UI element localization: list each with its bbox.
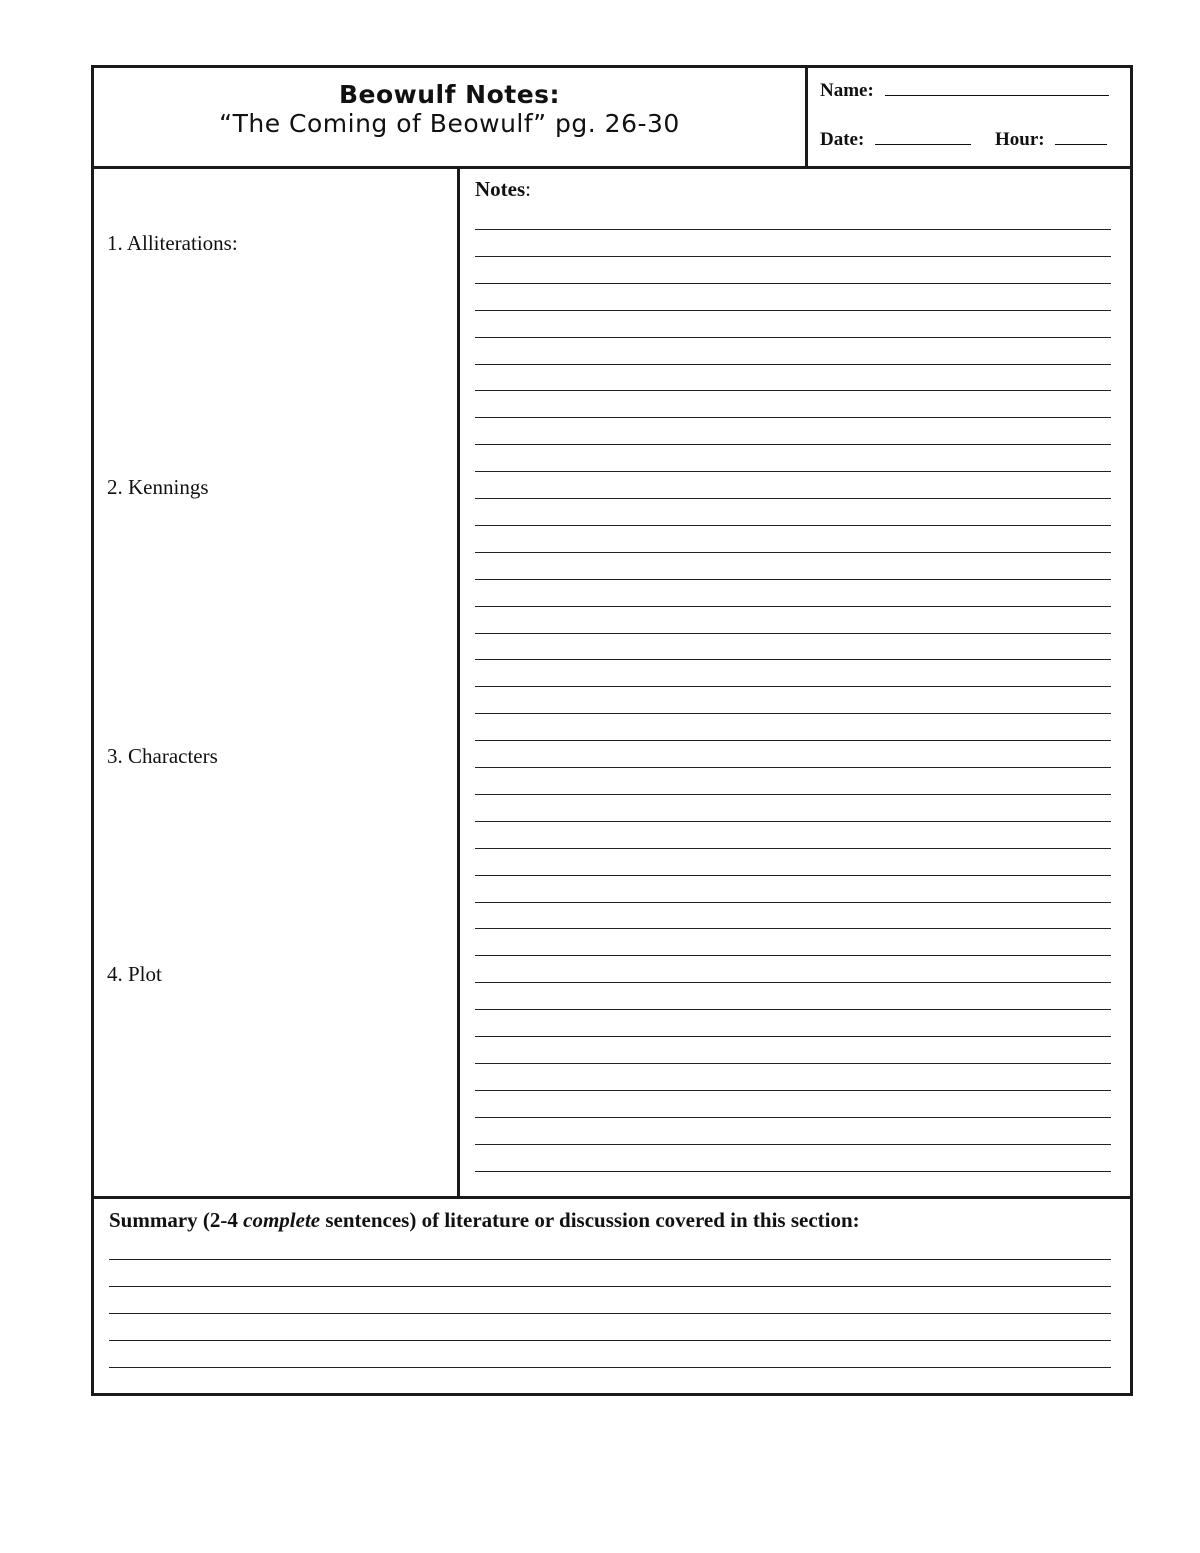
notes-rule-line (475, 982, 1111, 983)
cue-alliterations: 1. Alliterations: (107, 231, 238, 255)
notes-rule-line (475, 337, 1111, 338)
notes-rule-line (475, 659, 1111, 660)
summary-rule-line (109, 1340, 1111, 1341)
notes-rule-line (475, 552, 1111, 553)
cornell-notes-sheet (91, 65, 1133, 1396)
notes-rule-line (475, 444, 1111, 445)
notes-rule-line (475, 1171, 1111, 1172)
notes-rule-line (475, 606, 1111, 607)
notes-rule-line (475, 848, 1111, 849)
page-subtitle: “The Coming of Beowulf” pg. 26-30 (219, 109, 680, 138)
notes-rule-line (475, 740, 1111, 741)
notes-rule-line (475, 1117, 1111, 1118)
notes-rule-line (475, 579, 1111, 580)
date-label: Date: (820, 129, 865, 150)
notes-rule-line (475, 767, 1111, 768)
notes-rule-line (475, 1090, 1111, 1091)
date-blank[interactable] (875, 130, 971, 145)
header-row (94, 68, 1130, 169)
name-blank[interactable] (885, 81, 1109, 96)
title-cell (94, 68, 808, 166)
notes-rule-line (475, 902, 1111, 903)
summary-rule-line (109, 1286, 1111, 1287)
summary-section[interactable] (94, 1199, 1130, 1393)
name-field[interactable] (820, 80, 1109, 102)
notes-rule-line (475, 713, 1111, 714)
notes-rule-line (475, 794, 1111, 795)
notes-rule-line (475, 875, 1111, 876)
cue-plot: 4. Plot (107, 962, 162, 986)
notes-rule-line (475, 390, 1111, 391)
notes-rule-line (475, 471, 1111, 472)
notes-body (94, 169, 1130, 1199)
notes-rule-line (475, 955, 1111, 956)
notes-label: Notes: (475, 177, 531, 201)
notes-rule-line (475, 821, 1111, 822)
notes-rule-line (475, 1009, 1111, 1010)
notes-rule-line (475, 525, 1111, 526)
student-info-cell (808, 68, 1130, 166)
summary-rule-line (109, 1313, 1111, 1314)
hour-blank[interactable] (1055, 130, 1107, 145)
summary-rule-line (109, 1259, 1111, 1260)
summary-rule-line (109, 1367, 1111, 1368)
cue-column (94, 169, 460, 1196)
notes-rule-line (475, 1036, 1111, 1037)
notes-rule-line (475, 229, 1111, 230)
notes-rule-line (475, 1063, 1111, 1064)
cue-characters: 3. Characters (107, 744, 218, 768)
notes-rule-line (475, 283, 1111, 284)
notes-rule-line (475, 1144, 1111, 1145)
notes-rule-line (475, 364, 1111, 365)
name-label: Name: (820, 80, 874, 101)
notes-rule-line (475, 417, 1111, 418)
hour-field[interactable] (995, 129, 1107, 151)
notes-column[interactable] (460, 169, 1130, 1196)
notes-rule-line (475, 928, 1111, 929)
notes-rule-line (475, 498, 1111, 499)
summary-prompt: Summary (2-4 complete sentences) of literature or discussion covered in this section: (109, 1208, 860, 1232)
date-field[interactable] (820, 129, 971, 151)
notes-rule-line (475, 256, 1111, 257)
cue-kennings: 2. Kennings (107, 475, 209, 499)
hour-label: Hour: (995, 129, 1045, 150)
notes-rule-line (475, 686, 1111, 687)
notes-rule-line (475, 633, 1111, 634)
page-title: Beowulf Notes: (338, 80, 561, 109)
notes-rule-line (475, 310, 1111, 311)
